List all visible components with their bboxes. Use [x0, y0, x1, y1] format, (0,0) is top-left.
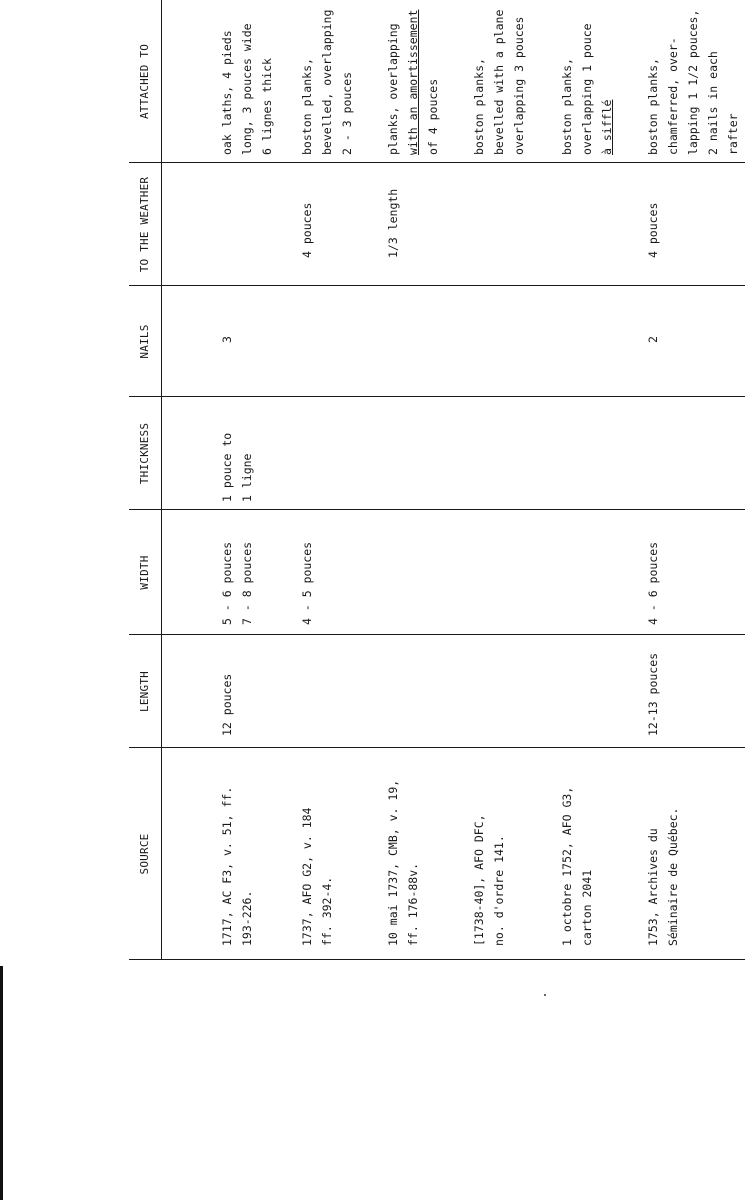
table-row-1-source: 1717, AC F3, v. 51, ff. 193-226.: [220, 786, 254, 946]
table-row-4-attached: boston planks, bevelled with a plane overlapping 3 pouces: [472, 9, 526, 155]
table-row-5-source: 1 octobre 1752, AFO G3, carton 2041: [560, 786, 594, 946]
table-row-6-length: 12-13 pouces: [646, 652, 660, 736]
table-row-6-source: 1753, Archives du Séminaire de Québec.: [646, 807, 680, 946]
column-rule-2: [129, 634, 745, 635]
column-rule-5: [129, 285, 745, 286]
header-to-the-weather: TO THE WEATHER: [137, 176, 151, 273]
table-row-1-length: 12 pouces: [220, 673, 234, 736]
shingle-specifications-table: [129, 0, 745, 960]
table-row-2-attached: boston planks, bevelled, overlapping 2 - 3 pouces: [300, 9, 354, 155]
table-row-6-width: 4 - 6 pouces: [646, 541, 660, 625]
rotated-table-region: [129, 0, 745, 960]
table-row-2-weather: 4 pouces: [300, 202, 314, 258]
table-row-1-attached: oak laths, 4 pieds long, 3 pouces wide 6 lignes thick: [220, 23, 274, 155]
table-row-1-nails: 3: [220, 336, 234, 343]
table-row-6-nails: 2: [646, 336, 660, 343]
table-row-3-weather: 1/3 length: [386, 188, 400, 258]
table-row-3-attached: planks, overlapping with an amortissement of 4 pouces: [386, 9, 440, 155]
header-width: WIDTH: [137, 555, 151, 590]
table-row-3-source: 10 mai 1737, CMB, v. 19, ff. 176-88v.: [386, 779, 420, 946]
table-row-2-width: 4 - 5 pouces: [300, 541, 314, 625]
column-rule-4: [129, 396, 745, 397]
header-thickness: THICKNESS: [137, 422, 151, 485]
table-row-5-attached: boston planks, overlapping 1 pouce à sifflé: [560, 23, 614, 155]
table-left-rule: [129, 959, 745, 960]
table-row-1-thickness: 1 pouce to 1 ligne: [220, 432, 254, 502]
header-source: SOURCE: [137, 833, 151, 875]
header-attached-to: ATTACHED TO: [137, 43, 151, 120]
header-nails: NAILS: [137, 324, 151, 359]
scan-margin-bar: [0, 966, 3, 1200]
column-rule-1: [129, 747, 745, 748]
table-row-6-weather: 4 pouces: [646, 202, 660, 258]
header-rule: [161, 0, 162, 960]
scan-speck: [544, 994, 546, 996]
table-row-1-width: 5 - 6 pouces 7 - 8 pouces: [220, 541, 254, 625]
table-row-2-source: 1737, AFO G2, v. 184 ff. 392-4.: [300, 807, 334, 946]
column-rule-6: [129, 162, 745, 163]
table-row-4-source: [1738-40], AFO DFC, no. d'ordre 141.: [472, 814, 506, 946]
column-rule-3: [129, 509, 745, 510]
header-length: LENGTH: [137, 671, 151, 712]
table-row-6-attached: boston planks, chamferred, over- lapping 1 1/2 pouces, 2 nails in each rafter: [646, 9, 740, 155]
